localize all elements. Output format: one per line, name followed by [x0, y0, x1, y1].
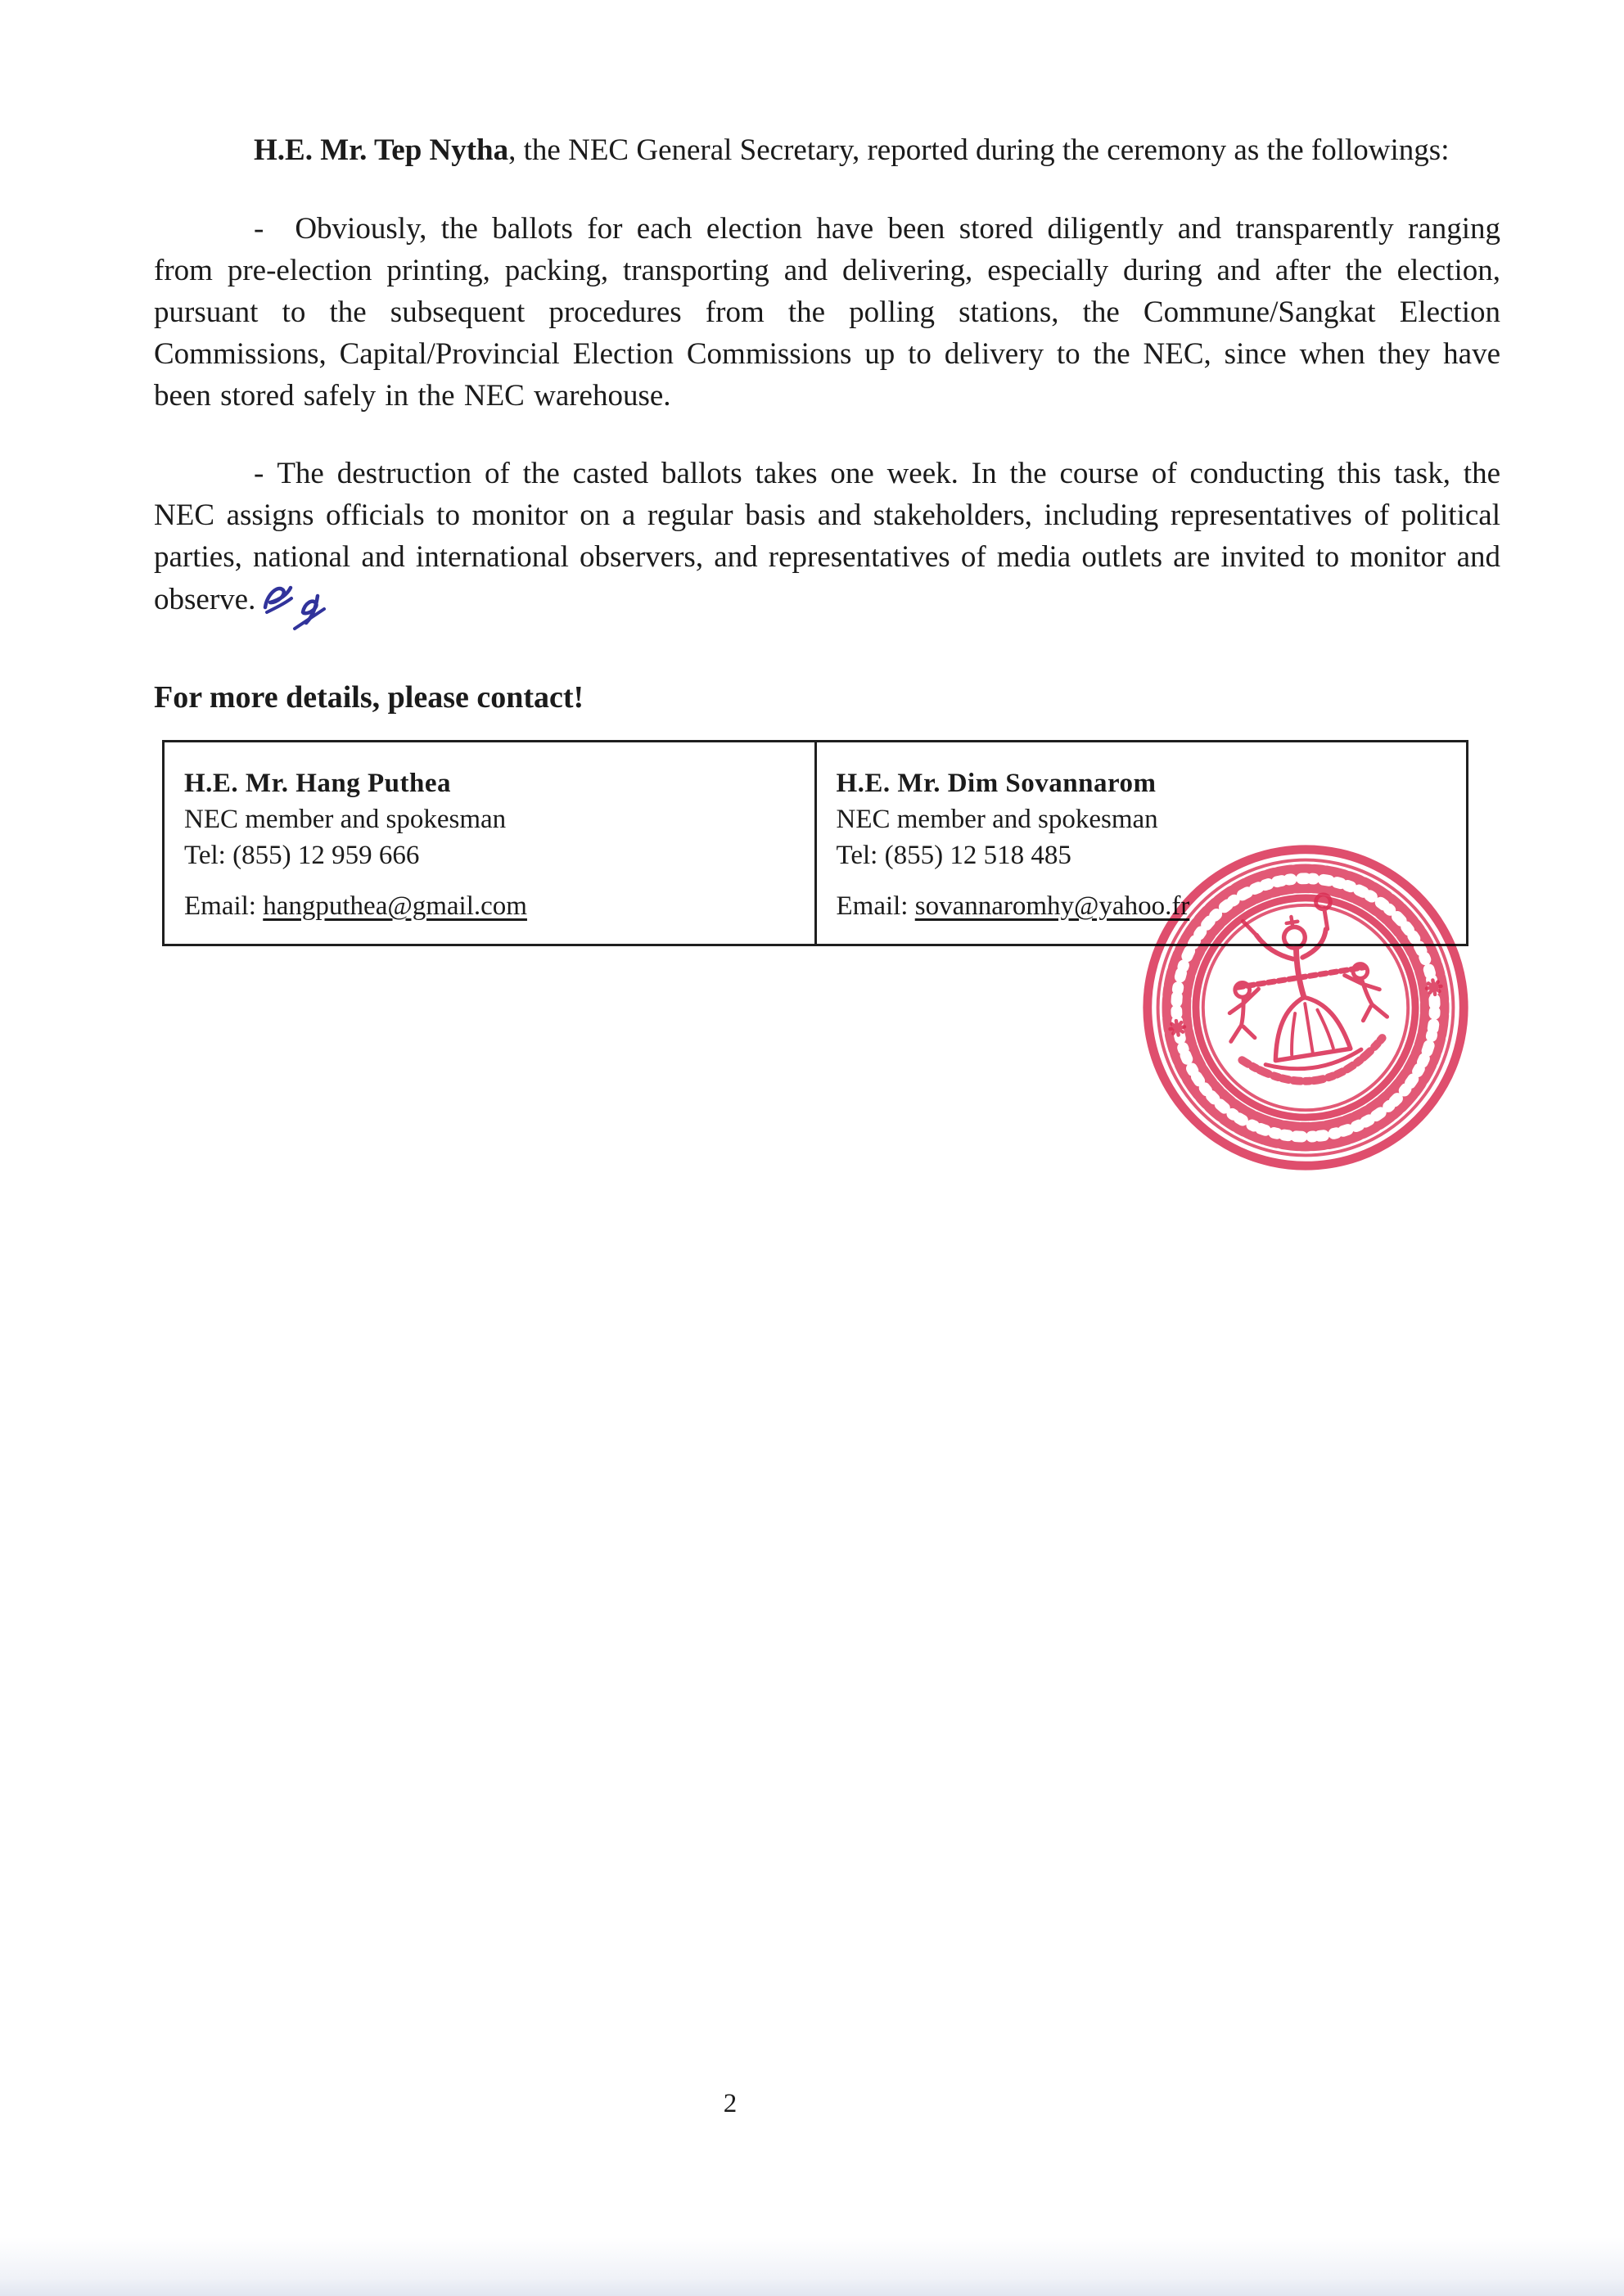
list-dash: -	[254, 457, 264, 490]
contact-tel: Tel: (855) 12 518 485	[836, 841, 1071, 870]
scan-edge-shading	[0, 2237, 1624, 2296]
contact-name: H.E. Mr. Dim Sovannarom	[836, 769, 1157, 798]
intro-paragraph	[154, 129, 1500, 172]
contact-heading: For more details, please contact!	[154, 680, 584, 715]
contact-cell-hang-puthea	[164, 742, 816, 945]
handwritten-initials-icon	[257, 578, 342, 642]
paragraph-ballot-storage	[154, 208, 1500, 417]
paragraph-text: Obviously, the ballots for each election have been stored diligently and transparently ranging from pre-election printing, packing, transporting and delivering, especially during and after the election, pursuant to the subsequent procedures from the polling stations, the Commune/Sangkat Election Commissions, Capital/Provincial Election Commissions up to delivery to the NEC, since when they have been stored safely in the NEC warehouse.	[154, 212, 1500, 413]
contact-role: NEC member and spokesman	[184, 805, 507, 834]
contact-email-line	[184, 890, 792, 922]
paragraph-text: The destruction of the casted ballots takes one week. In the course of conducting this task, the NEC assigns officials to monitor on a regular basis and stakeholders, including representatives of political parties, national and international observers, and representatives of media outlets are invited to monitor and observe.	[154, 457, 1500, 616]
email-link[interactable]: hangputhea@gmail.com	[263, 891, 527, 921]
nec-red-seal-stamp	[1136, 838, 1475, 1177]
email-label: Email:	[836, 891, 915, 921]
page-number: 2	[723, 2089, 738, 2118]
intro-text: , the NEC General Secretary, reported during the ceremony as the followings:	[508, 133, 1450, 167]
email-label: Email:	[184, 891, 264, 921]
speaker-name: H.E. Mr. Tep Nytha	[254, 133, 509, 167]
contact-tel: Tel: (855) 12 959 666	[184, 841, 420, 870]
email-link[interactable]: sovannaromhy@yahoo.fr	[914, 891, 1190, 921]
contact-name: H.E. Mr. Hang Puthea	[184, 769, 451, 798]
document-content	[154, 129, 1500, 946]
paragraph-ballot-destruction	[154, 453, 1500, 642]
list-dash: -	[254, 212, 264, 246]
contact-role: NEC member and spokesman	[836, 805, 1158, 834]
